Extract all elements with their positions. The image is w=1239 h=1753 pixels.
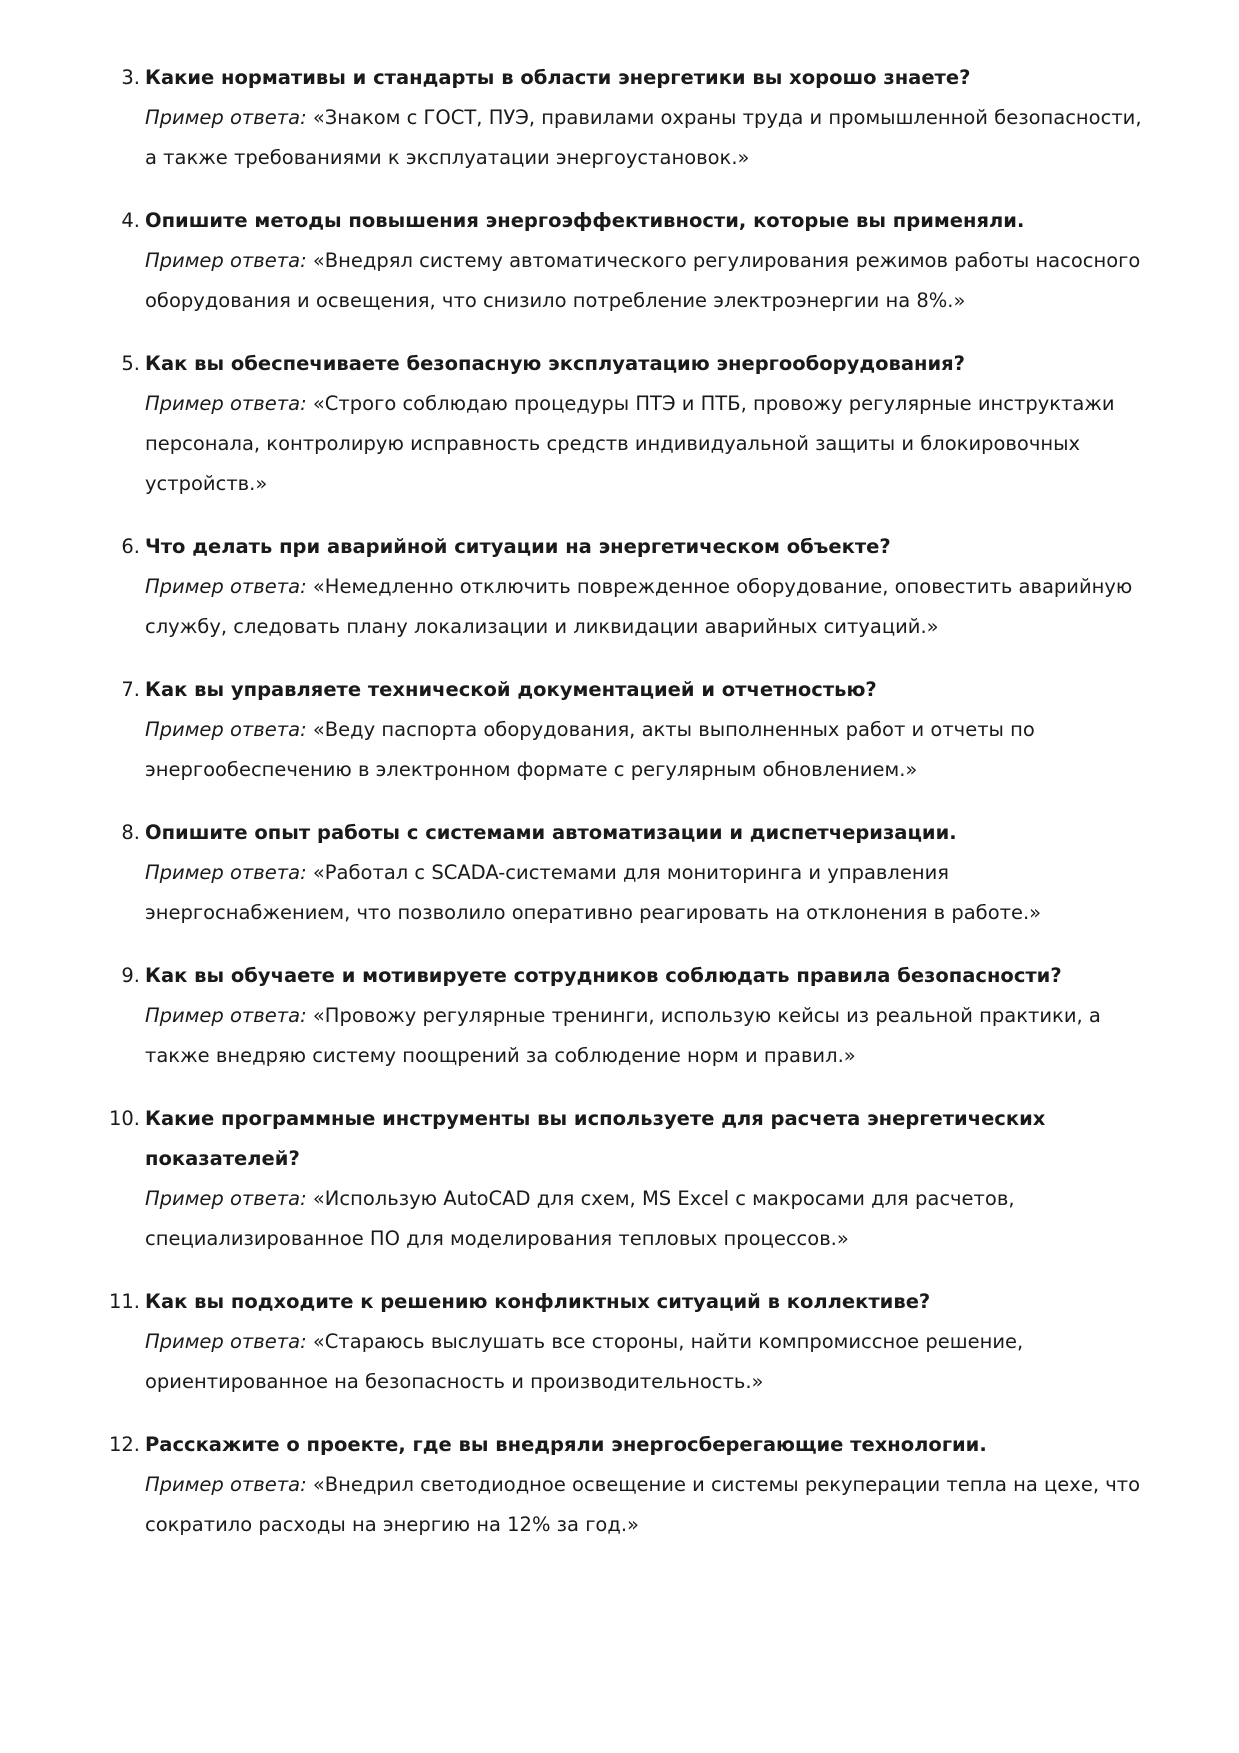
answer-text: «Стараюсь выслушать все стороны, найти компромиссное решение, ориентированное на безопасность и производительность.» [145,1330,1024,1393]
list-item [0,670,1155,790]
question-text: Что делать при аварийной ситуации на энергетическом объекте? [145,535,891,558]
item-number: 7. [121,678,140,701]
list-item [0,1425,1155,1545]
answer-label: Пример ответа: [145,1187,307,1210]
list-item [0,1099,1155,1259]
list-item [0,344,1155,504]
answer-block [145,98,1155,178]
item-number: 11. [108,1290,140,1313]
answer-text: «Использую AutoCAD для схем, MS Excel с макросами для расчетов, специализированное ПО для моделирования тепловых процессов.» [145,1187,1015,1250]
answer-text: «Знаком с ГОСТ, ПУЭ, правилами охраны труда и промышленной безопасности, а также требованиями к эксплуатации энергоустановок.» [145,106,1142,169]
answer-label: Пример ответа: [145,1473,307,1496]
item-number: 12. [108,1433,140,1456]
question-text: Как вы обеспечиваете безопасную эксплуатацию энергооборудования? [145,352,965,375]
answer-block [145,710,1155,790]
question-text: Какие программные инструменты вы используете для расчета энергетических показателей? [145,1107,1046,1170]
question-text: Как вы подходите к решению конфликтных ситуаций в коллективе? [145,1290,931,1313]
answer-label: Пример ответа: [145,392,307,415]
answer-label: Пример ответа: [145,575,307,598]
list-item [0,58,1155,178]
answer-block [145,384,1155,504]
answer-text: «Веду паспорта оборудования, акты выполненных работ и отчеты по энергообеспечению в электронном формате с регулярным обновлением.» [145,718,1035,781]
answer-block [145,996,1155,1076]
question-text: Как вы обучаете и мотивируете сотрудников соблюдать правила безопасности? [145,964,1062,987]
answer-label: Пример ответа: [145,861,307,884]
answer-label: Пример ответа: [145,1330,307,1353]
item-number: 9. [121,964,140,987]
question-text: Какие нормативы и стандарты в области энергетики вы хорошо знаете? [145,66,971,89]
item-number: 5. [121,352,140,375]
document [0,58,1239,1568]
item-number: 10. [108,1107,140,1130]
list-item [0,1282,1155,1402]
question-text: Как вы управляете технической документацией и отчетностью? [145,678,877,701]
answer-label: Пример ответа: [145,718,307,741]
answer-text: «Строго соблюдаю процедуры ПТЭ и ПТБ, провожу регулярные инструктажи персонала, контролирую исправность средств индивидуальной защиты и блокировочных устройств.» [145,392,1115,495]
answer-block [145,567,1155,647]
answer-label: Пример ответа: [145,1004,307,1027]
answer-block [145,241,1155,321]
answer-block [145,1322,1155,1402]
item-number: 6. [121,535,140,558]
list-item [0,813,1155,933]
answer-label: Пример ответа: [145,249,307,272]
answer-label: Пример ответа: [145,106,307,129]
question-list [0,58,1239,1545]
question-text: Расскажите о проекте, где вы внедряли энергосберегающие технологии. [145,1433,987,1456]
item-number: 3. [121,66,140,89]
answer-text: «Внедрил светодиодное освещение и системы рекуперации тепла на цехе, что сократило расходы на энергию на 12% за год.» [145,1473,1141,1536]
question-text: Опишите опыт работы с системами автоматизации и диспетчеризации. [145,821,957,844]
item-number: 4. [121,209,140,232]
item-number: 8. [121,821,140,844]
list-item [0,527,1155,647]
answer-text: «Немедленно отключить поврежденное оборудование, оповестить аварийную службу, следовать плану локализации и ликвидации аварийных ситуаций.» [145,575,1133,638]
answer-block [145,853,1155,933]
list-item [0,201,1155,321]
answer-text: «Работал с SCADA-системами для мониторинга и управления энергоснабжением, что позволило оперативно реагировать на отклонения в работе.» [145,861,1042,924]
answer-text: «Провожу регулярные тренинги, использую кейсы из реальной практики, а также внедряю систему поощрений за соблюдение норм и правил.» [145,1004,1101,1067]
question-text: Опишите методы повышения энергоэффективности, которые вы применяли. [145,209,1025,232]
answer-text: «Внедрял систему автоматического регулирования режимов работы насосного оборудования и освещения, что снизило потребление электроэнергии на 8%.» [145,249,1141,312]
list-item [0,956,1155,1076]
answer-block [145,1465,1155,1545]
answer-block [145,1179,1155,1259]
